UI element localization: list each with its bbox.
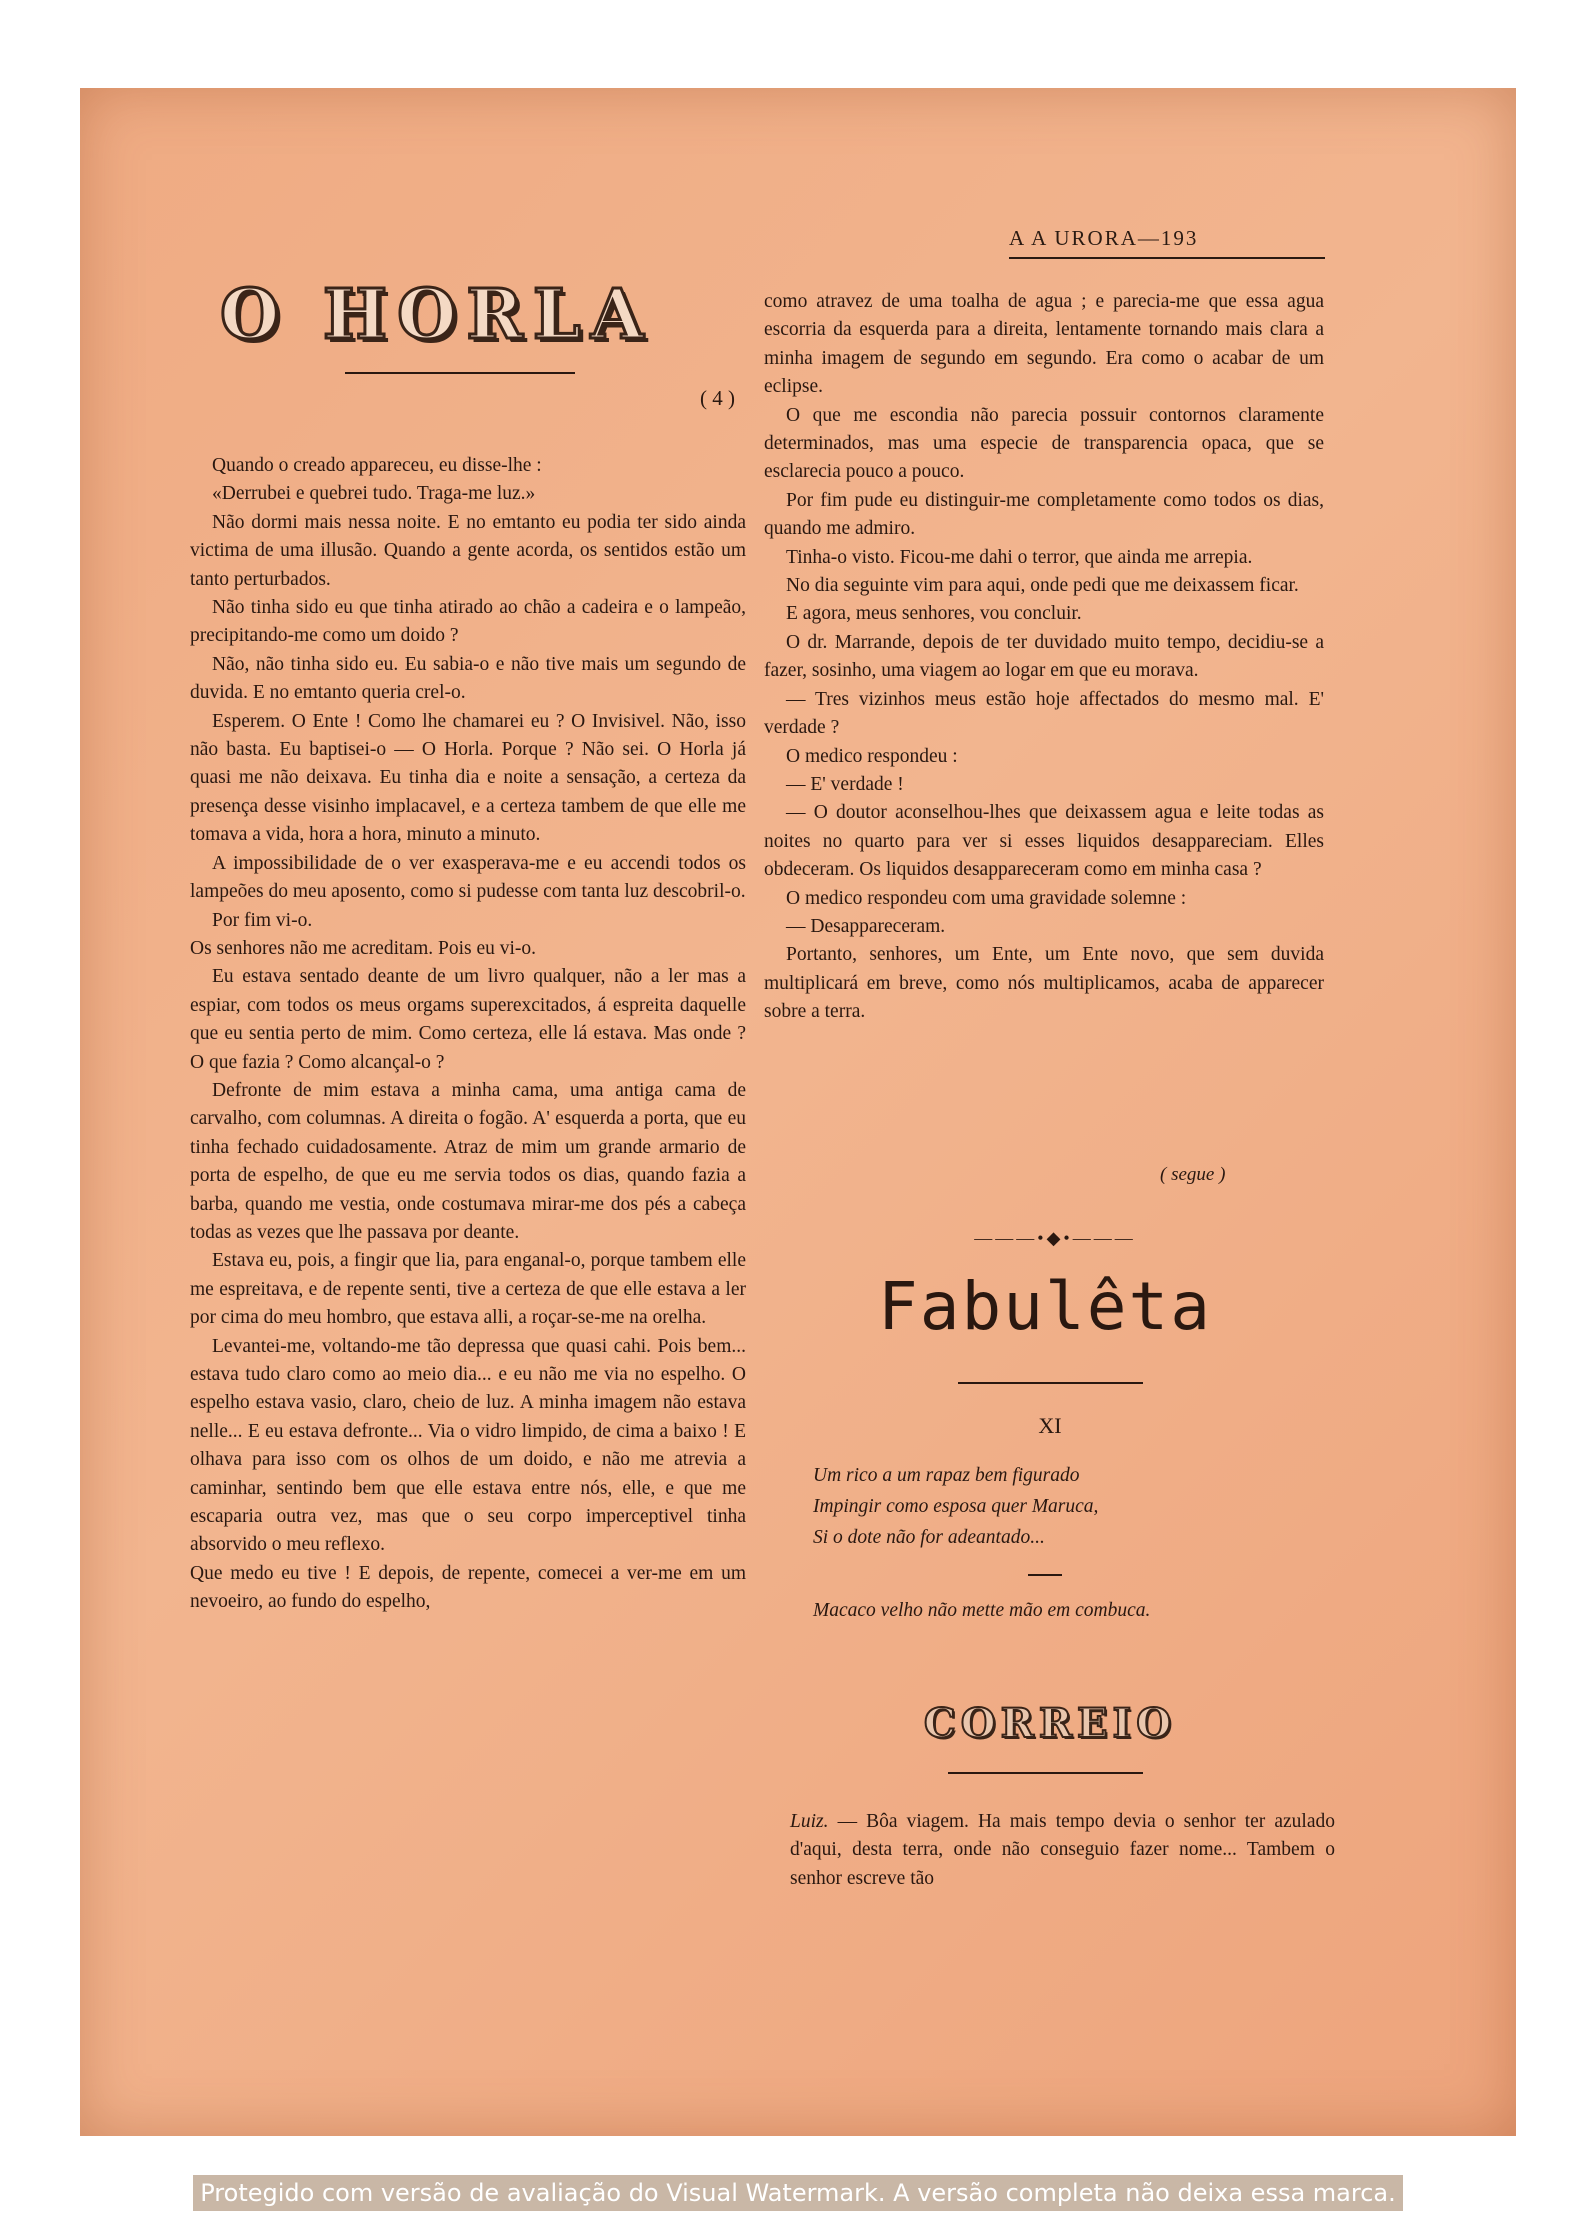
paragraph: como atravez de uma toalha de agua ; e parecia-me que essa agua escorria da esquerda para a direita, lentamente tornando mais clara a minha imagem de segundo em segundo. Era como o acabar de um eclipse.: [764, 291, 1324, 398]
paragraph: Levantei-me, voltando-me tão depressa que quasi cahi. Pois bem... estava tudo claro como ao meio dia... e eu não me via no espelho. O espelho estava vasio, claro, cheio de luz. A minha imagem não estava nelle... E eu estava defronte... Via o vidro limpido, de cima a baixo ! E olhava para isso com os olhos de um doido, e não me atrevia a caminhar, sentindo bem que elle estava entre nós, elle, e que me escaparia outra vez, mas que o seu corpo imperceptivel tinha absorvido o meu reflexo.: [190, 1335, 746, 1556]
part-number: ( 4 ): [700, 386, 735, 410]
paragraph: Quando o creado appareceu, eu disse-lhe :: [212, 455, 542, 476]
paragraph: O medico respondeu :: [786, 745, 958, 767]
fabuleta-title: Fabulêta: [878, 1268, 1212, 1345]
verse-line: Si o dote não for adeantado...: [813, 1527, 1045, 1548]
paragraph: Por fim vi-o.: [212, 909, 313, 931]
correio-body: — Bôa viagem. Ha mais tempo devia o senhor ter azulado d'aqui, desta terra, onde não conseguio fazer nome... Tambem o senhor escreve tão: [790, 1811, 1335, 1889]
fabuleta-moral: Macaco velho não mette mão em combuca.: [813, 1600, 1151, 1621]
correio-paragraph: [790, 1808, 1335, 1893]
paragraph: Estava eu, pois, a fingir que lia, para enganal-o, porque tambem elle me espreitava, e de repente senti, tive a certeza de que elle estava a ler por cima do meu hombro, que estava alli, a roçar-se-me na orelha.: [190, 1250, 746, 1329]
paragraph: No dia seguinte vim para aqui, onde pedi que me deixassem ficar.: [786, 575, 1299, 597]
left-column: [190, 452, 746, 1617]
paragraph: A impossibilidade de o ver exasperava-me e eu accendi todos os lampeões do meu aposento, como si pudesse com tanta luz descobril-o.: [190, 852, 746, 903]
paragraph: Tinha-o visto. Ficou-me dahi o terror, que ainda me arrepia.: [786, 546, 1253, 568]
paragraph: «Derrubei e quebrei tudo. Traga-me luz.»: [212, 483, 536, 505]
fabuleta-number: XI: [1038, 1413, 1062, 1438]
paragraph: Portanto, senhores, um Ente, um Ente novo, que sem duvida multiplicará em breve, como nós multiplicamos, acaba de apparecer sobre a terra.: [764, 944, 1324, 1023]
correio-addressee: Luiz.: [790, 1811, 829, 1832]
title-rule: [345, 372, 575, 374]
paragraph: O que me escondia não parecia possuir contornos claramente determinados, mas uma especie de transparencia opaca, que se esclarecia pouco a pouco.: [764, 404, 1324, 483]
verse-line: Um rico a um rapaz bem figurado: [813, 1465, 1080, 1486]
paragraph: Eu estava sentado deante de um livro qualquer, não a ler mas a espiar, com todos os meus orgams superexcitados, á espreita daquelle que eu sentia perto de mim. Como certeza, elle lá estava. Mas onde ? O que fazia ? Como alcançal-o ?: [190, 966, 746, 1073]
article-title: O HORLA: [220, 275, 654, 355]
paragraph: Que medo eu tive ! E depois, de repente, comecei a ver-me em um nevoeiro, ao fundo do espelho,: [190, 1562, 746, 1613]
paragraph: — O doutor aconselhou-lhes que deixassem agua e leite todas as noites no quarto para ver si esses liquidos desappareciam. Elles obdeceram. Os liquidos desappareceram como em minha casa ?: [764, 802, 1324, 881]
paragraph: O medico respondeu com uma gravidade solemne :: [786, 887, 1187, 909]
right-column: [764, 288, 1324, 1027]
paragraph: O dr. Marrande, depois de ter duvidado muito tempo, decidiu-se a fazer, sosinho, uma viagem ao logar em que eu morava.: [764, 631, 1324, 682]
fabuleta-verses: [813, 1460, 1333, 1553]
watermark-notice: Protegido com versão de avaliação do Visual Watermark. A versão completa não deixa essa marca.: [193, 2175, 1403, 2211]
ornament-divider: ———•◆•———: [974, 1228, 1136, 1248]
paragraph: Defronte de mim estava a minha cama, uma antiga cama de carvalho, com columnas. A direita o fogão. A' esquerda a porta, que eu tinha fechado cuidadosamente. Atraz de mim um grande armario de porta de espelho, de que eu me servia todos os dias, quando fazia a barba, quando me vestia, onde costumava mirar-me dos pés a cabeça todas as vezes que lhe passava por deante.: [190, 1079, 746, 1243]
paragraph: — E' verdade !: [786, 773, 904, 795]
paragraph: Por fim pude eu distinguir-me completamente como todos os dias, quando me admiro.: [764, 489, 1324, 540]
paragraph: Não tinha sido eu que tinha atirado ao chão a cadeira e o lampeão, precipitando-me como um doido ?: [190, 597, 746, 647]
running-header: A A URORA—193: [1009, 226, 1325, 259]
paragraph: Não, não tinha sido eu. Eu sabia-o e não tive mais um segundo de duvida. E no emtanto queria crel-o.: [190, 653, 746, 704]
correio-title: CORREIO: [923, 1700, 1177, 1747]
correio-rule: [948, 1772, 1143, 1774]
paragraph: — Desappareceram.: [786, 915, 946, 937]
paragraph: Não dormi mais nessa noite. E no emtanto eu podia ter sido ainda victima de uma illusão. Quando a gente acorda, os sentidos estão um tanto perturbados.: [190, 511, 746, 590]
verse-line: Impingir como esposa quer Maruca,: [813, 1496, 1099, 1517]
moral-divider: [1028, 1574, 1062, 1576]
paragraph: — Tres vizinhos meus estão hoje affectados do mesmo mal. E' verdade ?: [764, 688, 1324, 739]
fabuleta-rule: [958, 1382, 1143, 1384]
correio-entry: [790, 1808, 1335, 1893]
paragraph: Esperem. O Ente ! Como lhe chamarei eu ? O Invisivel. Não, isso não basta. Eu baptisei-o — O Horla. Porque ? Não sei. O Horla já quasi me não deixava. Eu tinha dia e noite a sensação, a certeza da presença desse visinho implacavel, e a certeza tambem de que elle me tomava a vida, hora a hora, minuto a minuto.: [190, 710, 746, 846]
paragraph: E agora, meus senhores, vou concluir.: [786, 603, 1082, 625]
paragraph: Os senhores não me acreditam. Pois eu vi-o.: [190, 937, 537, 959]
continued-note: ( segue ): [1160, 1164, 1226, 1185]
